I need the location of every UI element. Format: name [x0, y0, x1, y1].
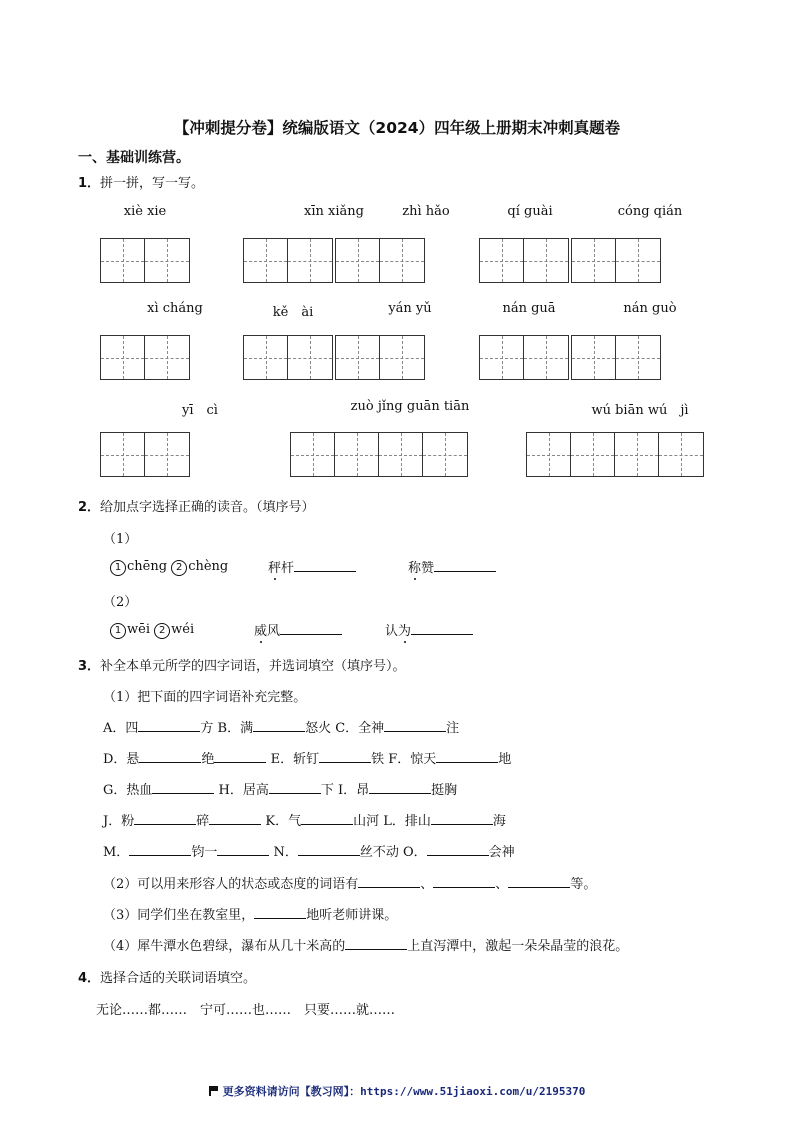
answer-blank[interactable]	[152, 779, 214, 794]
pinyin-label: qí guài	[507, 204, 553, 219]
question-3-number: 3．	[78, 659, 101, 674]
answer-blank[interactable]	[301, 810, 353, 825]
answer-blank[interactable]	[431, 810, 493, 825]
pinyin-label: xì cháng	[147, 301, 203, 316]
reading-options	[110, 622, 194, 639]
sub-question-label: （2）	[103, 595, 138, 610]
writing-grid[interactable]	[243, 335, 333, 380]
question-text: （4）犀牛潭水色碧绿，瀑布从几十米高的	[103, 939, 346, 954]
question-4	[78, 967, 256, 986]
dotted-char: 威	[254, 620, 267, 639]
dotted-char: 秤	[268, 557, 281, 576]
writing-grid[interactable]	[479, 238, 569, 283]
writing-grid[interactable]	[100, 432, 190, 477]
page-title: 【冲刺提分卷】统编版语文（2024）四年级上册期末冲刺真题卷	[173, 119, 621, 137]
idiom-text: M．	[103, 845, 130, 860]
reading-options	[110, 559, 228, 576]
idiom-text: D．悬	[103, 752, 140, 767]
dotted-char: 为	[398, 620, 411, 639]
pinyin-option: chēng	[127, 559, 168, 574]
idiom-text: 挺胸	[431, 783, 458, 798]
question-1-number: 1．	[78, 176, 101, 191]
answer-blank[interactable]	[433, 873, 495, 888]
answer-blank[interactable]	[411, 620, 473, 635]
word-rest: 杆	[281, 561, 295, 576]
footer-link[interactable]	[0, 1083, 794, 1099]
idiom-row	[103, 841, 515, 860]
circled-number: 1	[110, 560, 126, 576]
idiom-text: K．气	[265, 814, 302, 829]
answer-blank[interactable]	[298, 841, 360, 856]
writing-grid[interactable]	[243, 238, 333, 283]
answer-blank[interactable]	[434, 557, 496, 572]
separator: 、	[495, 877, 509, 892]
pinyin-label: xiè xie	[123, 204, 167, 219]
sub-question-label: （1）	[103, 532, 138, 547]
answer-blank[interactable]	[129, 841, 191, 856]
pinyin-label: nán guā	[502, 301, 556, 316]
idiom-text: 怒火 C．全神	[305, 721, 385, 736]
answer-blank[interactable]	[358, 873, 420, 888]
answer-blank[interactable]	[269, 779, 321, 794]
idiom-row	[103, 717, 459, 736]
sub-question-text	[103, 935, 628, 954]
idiom-text: 山河 L．排山	[353, 814, 431, 829]
answer-blank[interactable]	[134, 810, 196, 825]
idiom-text: 钧一	[191, 845, 218, 860]
pinyin-label: wú biān wú jì	[591, 403, 689, 418]
question-text: （3）同学们坐在教室里，	[103, 908, 255, 923]
answer-blank[interactable]	[254, 904, 306, 919]
word-item	[254, 620, 342, 639]
answer-blank[interactable]	[139, 748, 201, 763]
word-item	[385, 620, 473, 639]
sub-question-text	[103, 873, 596, 892]
answer-blank[interactable]	[508, 873, 570, 888]
idiom-text: 绝	[201, 752, 215, 767]
idiom-text: G．热血	[103, 783, 153, 798]
idiom-row	[103, 810, 506, 829]
pinyin-option: chèng	[188, 559, 229, 574]
pinyin-label: yán yǔ	[388, 301, 432, 316]
word-item	[408, 557, 496, 576]
section-heading-1: 一、基础训练营。	[78, 150, 190, 166]
idiom-text: 下 I．昂	[320, 783, 370, 798]
question-3	[78, 655, 406, 674]
pinyin-label: xīn xiǎng	[304, 204, 364, 219]
writing-grid[interactable]	[526, 432, 704, 477]
writing-grid[interactable]	[335, 238, 425, 283]
idiom-text: 碎	[196, 814, 210, 829]
idiom-text: 会神	[488, 845, 515, 860]
writing-grid[interactable]	[335, 335, 425, 380]
question-2-number: 2．	[78, 500, 101, 515]
answer-blank[interactable]	[294, 557, 356, 572]
pinyin-label: yī cì	[182, 403, 218, 418]
question-1	[78, 172, 204, 191]
writing-grid[interactable]	[571, 238, 661, 283]
word-rest: 认	[385, 624, 399, 639]
answer-blank[interactable]	[319, 748, 371, 763]
circled-number: 2	[171, 560, 187, 576]
question-3-text: 补全本单元所学的四字词语，并选词填空（填序号）。	[100, 659, 406, 674]
question-1-text: 拼一拼，写一写。	[100, 176, 205, 191]
pinyin-option: wéi	[171, 622, 195, 637]
circled-number: 1	[110, 623, 126, 639]
question-text: 上直泻潭中，激起一朵朵晶莹的浪花。	[407, 939, 629, 954]
word-item	[268, 557, 356, 576]
question-text: 等。	[570, 877, 597, 892]
idiom-text: 丝不动 O．	[359, 845, 427, 860]
question-text: 地听老师讲课。	[306, 908, 398, 923]
dotted-char: 称	[408, 557, 421, 576]
answer-blank[interactable]	[369, 779, 431, 794]
conjunction-options: 无论……都…… 宁可……也…… 只要……就……	[96, 1003, 396, 1018]
writing-grid[interactable]	[100, 238, 190, 283]
circled-number: 2	[154, 623, 170, 639]
idiom-row	[103, 748, 511, 767]
flag-icon	[209, 1086, 219, 1096]
separator: 、	[420, 877, 434, 892]
writing-grid[interactable]	[571, 335, 661, 380]
writing-grid[interactable]	[100, 335, 190, 380]
answer-blank[interactable]	[427, 841, 489, 856]
pinyin-label: kě ài	[272, 305, 314, 320]
pinyin-label: cóng qián	[617, 204, 683, 219]
answer-blank[interactable]	[214, 748, 266, 763]
idiom-text: 铁 F．惊天	[371, 752, 437, 767]
idiom-text: 地	[498, 752, 512, 767]
idiom-text: J．粉	[103, 814, 135, 829]
writing-grid[interactable]	[290, 432, 468, 477]
question-text: （2）可以用来形容人的状态或态度的词语有	[103, 877, 359, 892]
footer-text: 更多资料请访问【教习网】：https://www.51jiaoxi.com/u/2195370	[222, 1085, 586, 1098]
idiom-text: 注	[446, 721, 460, 736]
pinyin-label: nán guò	[623, 301, 677, 316]
writing-grid[interactable]	[479, 335, 569, 380]
idiom-text: E．斩钉	[270, 752, 320, 767]
idiom-text: A．四	[103, 721, 139, 736]
answer-blank[interactable]	[253, 717, 305, 732]
pinyin-label: zhì hǎo	[402, 204, 450, 219]
idiom-text: H．居高	[218, 783, 269, 798]
answer-blank[interactable]	[345, 935, 407, 950]
idiom-text: 方 B．满	[200, 721, 254, 736]
answer-blank[interactable]	[436, 748, 498, 763]
question-4-number: 4．	[78, 971, 101, 986]
answer-blank[interactable]	[217, 841, 269, 856]
sub-question-text	[103, 904, 397, 923]
question-4-text: 选择合适的关联词语填空。	[100, 971, 257, 986]
question-2	[78, 496, 315, 515]
answer-blank[interactable]	[384, 717, 446, 732]
idiom-text: N．	[273, 845, 298, 860]
answer-blank[interactable]	[209, 810, 261, 825]
word-rest: 风	[267, 624, 281, 639]
word-rest: 赞	[421, 561, 435, 576]
answer-blank[interactable]	[138, 717, 200, 732]
question-2-text: 给加点字选择正确的读音。（填序号）	[100, 500, 315, 515]
idiom-row	[103, 779, 457, 798]
sub-question-text: （1）把下面的四字词语补充完整。	[103, 690, 307, 705]
pinyin-label: zuò jǐng guān tiān	[350, 399, 470, 414]
idiom-text: 海	[492, 814, 506, 829]
pinyin-option: wēi	[127, 622, 150, 637]
answer-blank[interactable]	[280, 620, 342, 635]
